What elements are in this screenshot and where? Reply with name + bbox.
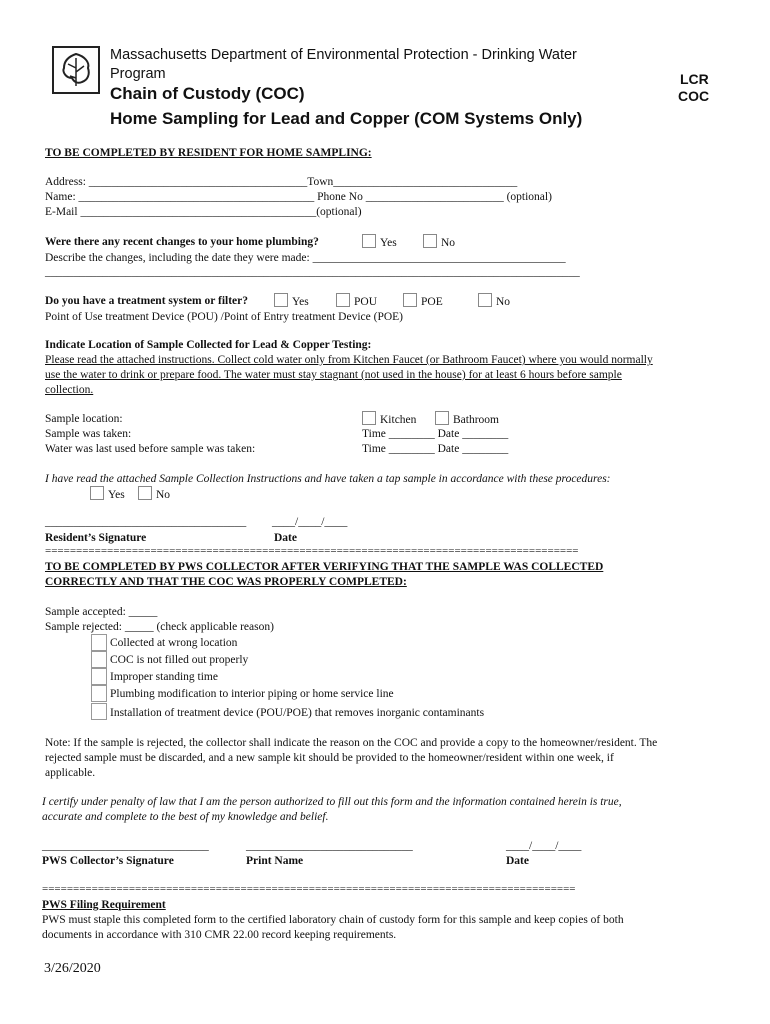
sample-rejected-field[interactable]: Sample rejected: _____ (check applicable reason) [45,621,274,633]
checkbox-icon[interactable] [423,234,437,248]
section-separator-2: ====================================================================================== [42,883,576,895]
resident-signature-line[interactable]: ___________________________________ [45,516,247,528]
sample-taken-label: Sample was taken: [45,428,132,440]
treatment-poe-option[interactable]: POE [403,293,443,308]
reason-checkbox-5[interactable] [91,703,107,720]
section-separator: ====================================================================================== [45,545,579,557]
coc-tag: COC [678,88,710,104]
plumbing-no-option[interactable]: No [423,234,455,249]
checkbox-icon[interactable] [274,293,288,307]
filing-heading: PWS Filing Requirement [42,899,166,911]
checkbox-icon[interactable] [90,486,104,500]
rejection-note-line-2: rejected sample must be discarded, and a new sample kit should be provided to the homeowner/resident within one week, if [45,752,614,764]
collector-certification-1: I certify under penalty of law that I am the person authorized to fill out this form and the information contained herein is true, [42,796,622,808]
checkbox-icon[interactable] [336,293,350,307]
kitchen-option[interactable]: Kitchen [362,411,416,426]
reason-checkbox-4[interactable] [91,685,107,702]
name-phone-field[interactable]: Name: _________________________________________ Phone No ________________________ (optional) [45,191,552,203]
checkbox-icon[interactable] [138,486,152,500]
address-field[interactable]: Address: ______________________________________Town________________________________ [45,176,518,188]
collector-signature-line[interactable]: _____________________________ [42,840,209,852]
plumbing-yes-option[interactable]: Yes [362,234,397,249]
instructions-line-1: Please read the attached instructions. Collect cold water only from Kitchen Faucet (or Bathroom Faucet) where you would normally [45,354,653,366]
massdep-logo [52,46,100,94]
instructions-line-2: use the water to drink or prepare food. The water must stay stagnant (not used in the house) for at least 6 hours before sample [45,369,622,381]
treatment-yes-option[interactable]: Yes [274,293,309,308]
reason-checkbox-1[interactable] [91,634,107,651]
reason-label-3: Improper standing time [110,671,218,683]
reason-label-1: Collected at wrong location [110,637,238,649]
collector-print-name-label: Print Name [246,855,304,867]
reason-label-5: Installation of treatment device (POU/POE) that removes inorganic contaminants [110,707,485,719]
collector-signature-label: PWS Collector’s Signature [42,855,174,867]
resident-signature-label: Resident’s Signature [45,532,147,544]
collector-date-label: Date [506,855,529,867]
collector-heading-1: TO BE COMPLETED BY PWS COLLECTOR AFTER VERIFYING THAT THE SAMPLE WAS COLLECTED [45,561,604,573]
agency-name-cont: Program [110,66,166,82]
checkbox-icon[interactable] [403,293,417,307]
sample-taken-time-date[interactable]: Time ________ Date ________ [362,428,509,440]
lcr-tag: LCR [680,71,709,87]
treatment-no-option[interactable]: No [478,293,510,308]
checkbox-icon[interactable] [478,293,492,307]
resident-date-line[interactable]: ____/____/____ [272,516,348,528]
reason-checkbox-2[interactable] [91,651,107,668]
form-title: Chain of Custody (COC) [110,84,305,103]
filing-text-1: PWS must staple this completed form to the certified laboratory chain of custody form for this sample and keep copies of both [42,914,624,926]
agency-name: Massachusetts Department of Environmental Protection - Drinking Water [110,47,577,63]
bathroom-option[interactable]: Bathroom [435,411,499,426]
certify-no-option[interactable]: No [138,486,170,501]
treatment-pou-option[interactable]: POU [336,293,377,308]
email-field[interactable]: E-Mail _________________________________________(optional) [45,206,362,218]
reason-label-4: Plumbing modification to interior piping or home service line [110,688,394,700]
reason-checkbox-3[interactable] [91,668,107,685]
rejection-note-line-1: Note: If the sample is rejected, the collector shall indicate the reason on the COC and provide a copy to the homeowner/resident. The [45,737,658,749]
filing-text-2: documents in accordance with 310 CMR 22.00 record keeping requirements. [42,929,397,941]
certify-yes-option[interactable]: Yes [90,486,125,501]
resident-certification: I have read the attached Sample Collection Instructions and have taken a tap sample in accordance with these procedures: [45,473,611,485]
collector-certification-2: accurate and complete to the best of my knowledge and belief. [42,811,329,823]
resident-heading: TO BE COMPLETED BY RESIDENT FOR HOME SAMPLING: [45,147,372,159]
collector-date-line[interactable]: ____/____/____ [506,840,582,852]
plumbing-describe-line[interactable]: _____________________________________________________________________________________________ [45,266,580,278]
collector-heading-2: CORRECTLY AND THAT THE COC WAS PROPERLY COMPLETED: [45,576,407,588]
reason-label-2: COC is not filled out properly [110,654,249,666]
checkbox-icon[interactable] [435,411,449,425]
revision-date: 3/26/2020 [44,961,101,976]
water-last-used-time-date[interactable]: Time ________ Date ________ [362,443,509,455]
location-heading: Indicate Location of Sample Collected for Lead & Copper Testing: [45,339,372,351]
treatment-note: Point of Use treatment Device (POU) /Point of Entry treatment Device (POE) [45,311,404,323]
water-last-used-label: Water was last used before sample was taken: [45,443,256,455]
collector-print-name-line[interactable]: _____________________________ [246,840,413,852]
treatment-question: Do you have a treatment system or filter? [45,295,249,307]
sample-accepted-field[interactable]: Sample accepted: _____ [45,606,158,618]
sample-location-label: Sample location: [45,413,123,425]
checkbox-icon[interactable] [362,411,376,425]
form-subtitle: Home Sampling for Lead and Copper (COM Systems Only) [110,109,583,128]
resident-date-label: Date [274,532,297,544]
rejection-note-line-3: applicable. [45,767,96,779]
plumbing-describe-field[interactable]: Describe the changes, including the date they were made: ____________________________________________ [45,252,566,264]
instructions-line-3: collection. [45,384,94,396]
plumbing-question: Were there any recent changes to your home plumbing? [45,236,319,248]
checkbox-icon[interactable] [362,234,376,248]
